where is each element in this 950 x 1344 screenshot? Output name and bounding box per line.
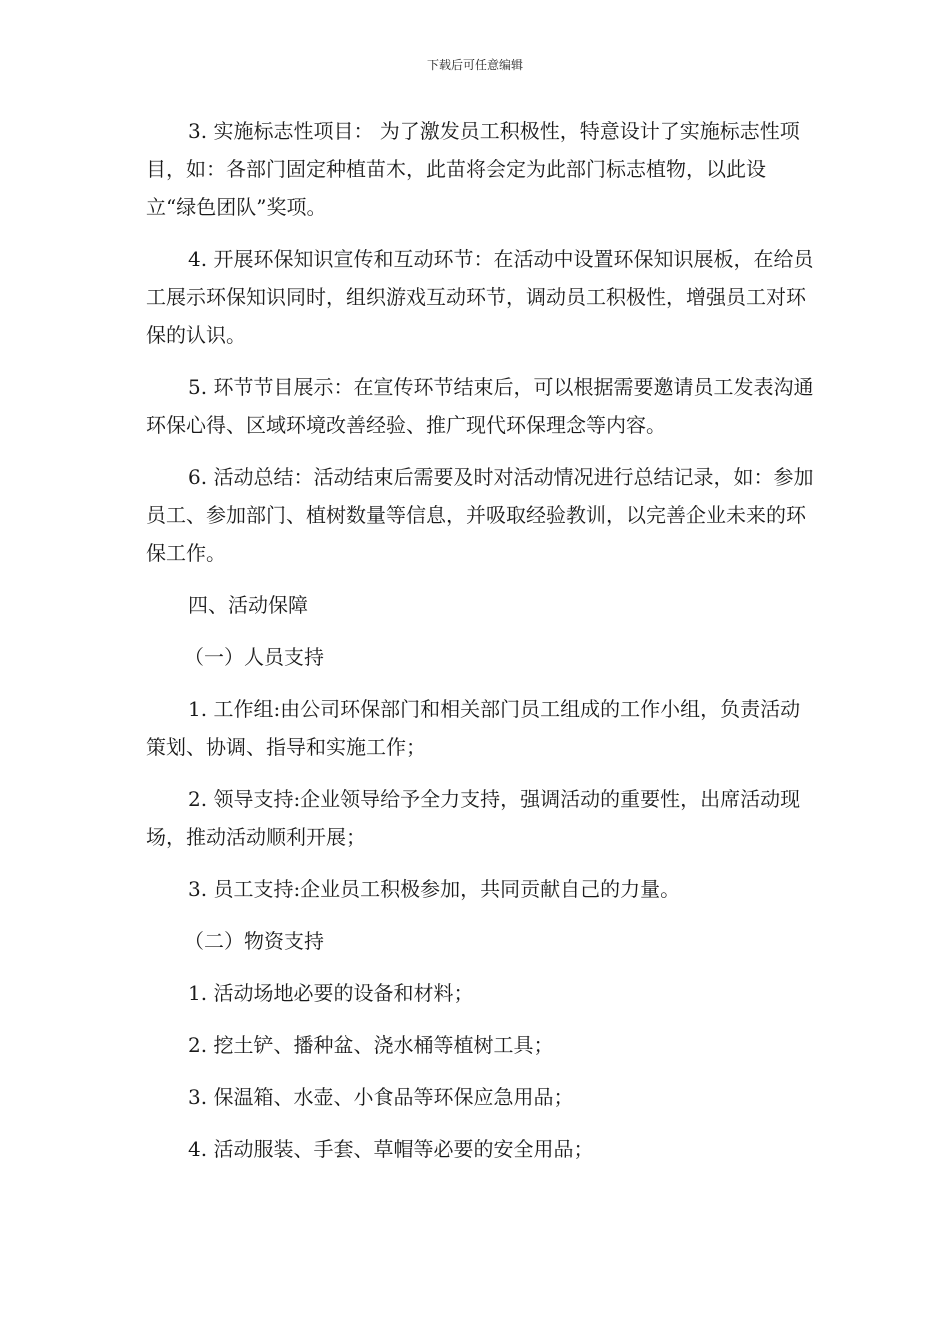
materials-item-2: 2. 挖土铲、播种盆、浇水桶等植树工具；: [188, 1033, 554, 1057]
materials-item-1: 1. 活动场地必要的设备和材料；: [188, 981, 474, 1005]
paragraph-item-5: 5. 环节节目展示：在宣传环节结束后，可以根据需要邀请员工发表沟通环保心得、区域环境改善经验、推广现代环保理念等内容。: [146, 375, 814, 437]
materials-item-3: 3. 保温箱、水壶、小食品等环保应急用品；: [188, 1085, 574, 1109]
materials-item-4: 4. 活动服装、手套、草帽等必要的安全用品；: [188, 1137, 594, 1161]
document-body: [146, 112, 816, 1168]
paragraph-item-6: 6. 活动总结：活动结束后需要及时对活动情况进行总结记录，如：参加员工、参加部门、植树数量等信息，并吸取经验教训，以完善企业未来的环保工作。: [146, 465, 814, 565]
personnel-item-2: 2. 领导支持:企业领导给予全力支持，强调活动的重要性，出席活动现场，推动活动顺利开展；: [146, 787, 801, 849]
personnel-item-3: 3. 员工支持:企业员工积极参加，共同贡献自己的力量。: [188, 877, 681, 901]
paragraph-item-3: 3. 实施标志性项目： 为了激发员工积极性，特意设计了实施标志性项目，如：各部门固定种植苗木，此苗将会定为此部门标志植物，以此设立“绿色团队”奖项。: [146, 119, 800, 219]
subsection-heading-materials: （二）物资支持: [184, 929, 324, 953]
paragraph-item-4: 4. 开展环保知识宣传和互动环节：在活动中设置环保知识展板，在给员工展示环保知识同时，组织游戏互动环节，调动员工积极性，增强员工对环保的认识。: [146, 247, 814, 347]
page-header: 下载后可任意编辑: [426, 58, 523, 72]
section-heading-activity-guarantee: 四、活动保障: [188, 593, 308, 617]
subsection-heading-personnel: （一）人员支持: [184, 645, 324, 669]
personnel-item-1: 1. 工作组:由公司环保部门和相关部门员工组成的工作小组，负责活动策划、协调、指导和实施工作；: [146, 697, 801, 759]
